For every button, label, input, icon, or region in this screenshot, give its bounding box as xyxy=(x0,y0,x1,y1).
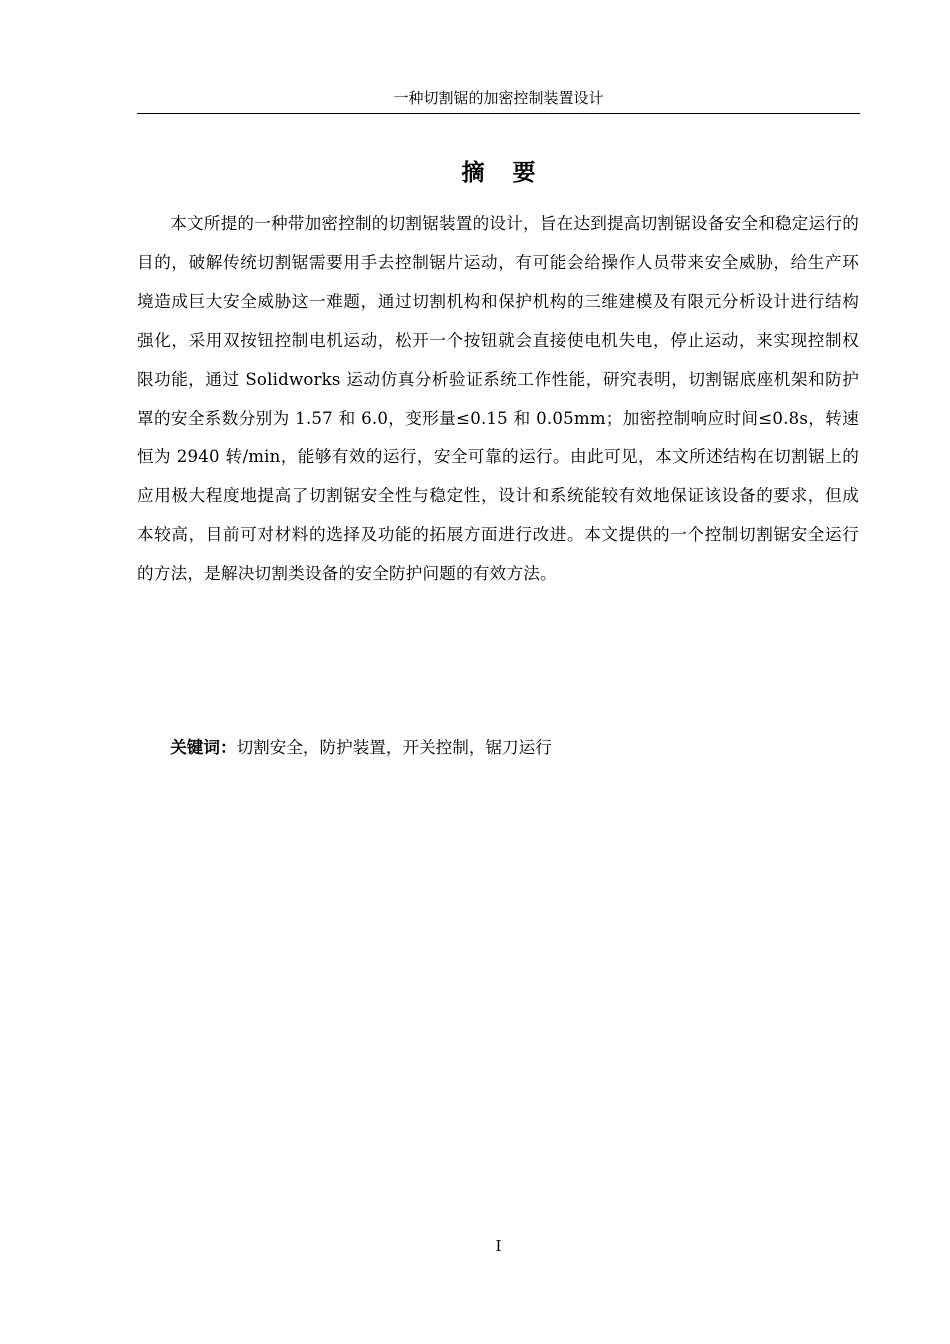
header-divider xyxy=(137,113,860,114)
keywords-line xyxy=(137,732,859,764)
keywords-label: 关键词： xyxy=(170,738,237,757)
running-header-title: 一种切割锯的加密控制装置设计 xyxy=(393,89,604,107)
abstract-body: 本文所提的一种带加密控制的切割锯装置的设计，旨在达到提高切割锯设备安全和稳定运行的目的，破解传统切割锯需要用手去控制锯片运动，有可能会给操作人员带来安全威胁，给生产环境造成巨大安全威胁这一难题，通过切割机构和保护机构的三维建模及有限元分析设计进行结构强化，采用双按钮控制电机运动，松开一个按钮就会直接使电机失电，停止运动，来实现控制权限功能，通过 Solidworks 运动仿真分析验证系统工作性能，研究表明，切割锯底座机架和防护罩的安全系数分别为 1.57 和 6.0，变形量≤0.15 和 0.05mm；加密控制响应时间≤0.8s，转速恒为 2940 转/min，能够有效的运行，安全可靠的运行。由此可见，本文所述结构在切割锯上的应用极大程度地提高了切割锯安全性与稳定性，设计和系统能较有效地保证该设备的要求，但成本较高，目前可对材料的选择及功能的拓展方面进行改进。本文提供的一个控制切割锯安全运行的方法，是解决切割类设备的安全防护问题的有效方法。 xyxy=(137,214,859,584)
page-number: I xyxy=(495,1237,502,1255)
abstract-title: 摘 要 xyxy=(461,160,546,186)
keywords-values: 切割安全，防护装置，开关控制，锯刀运行 xyxy=(236,738,552,757)
